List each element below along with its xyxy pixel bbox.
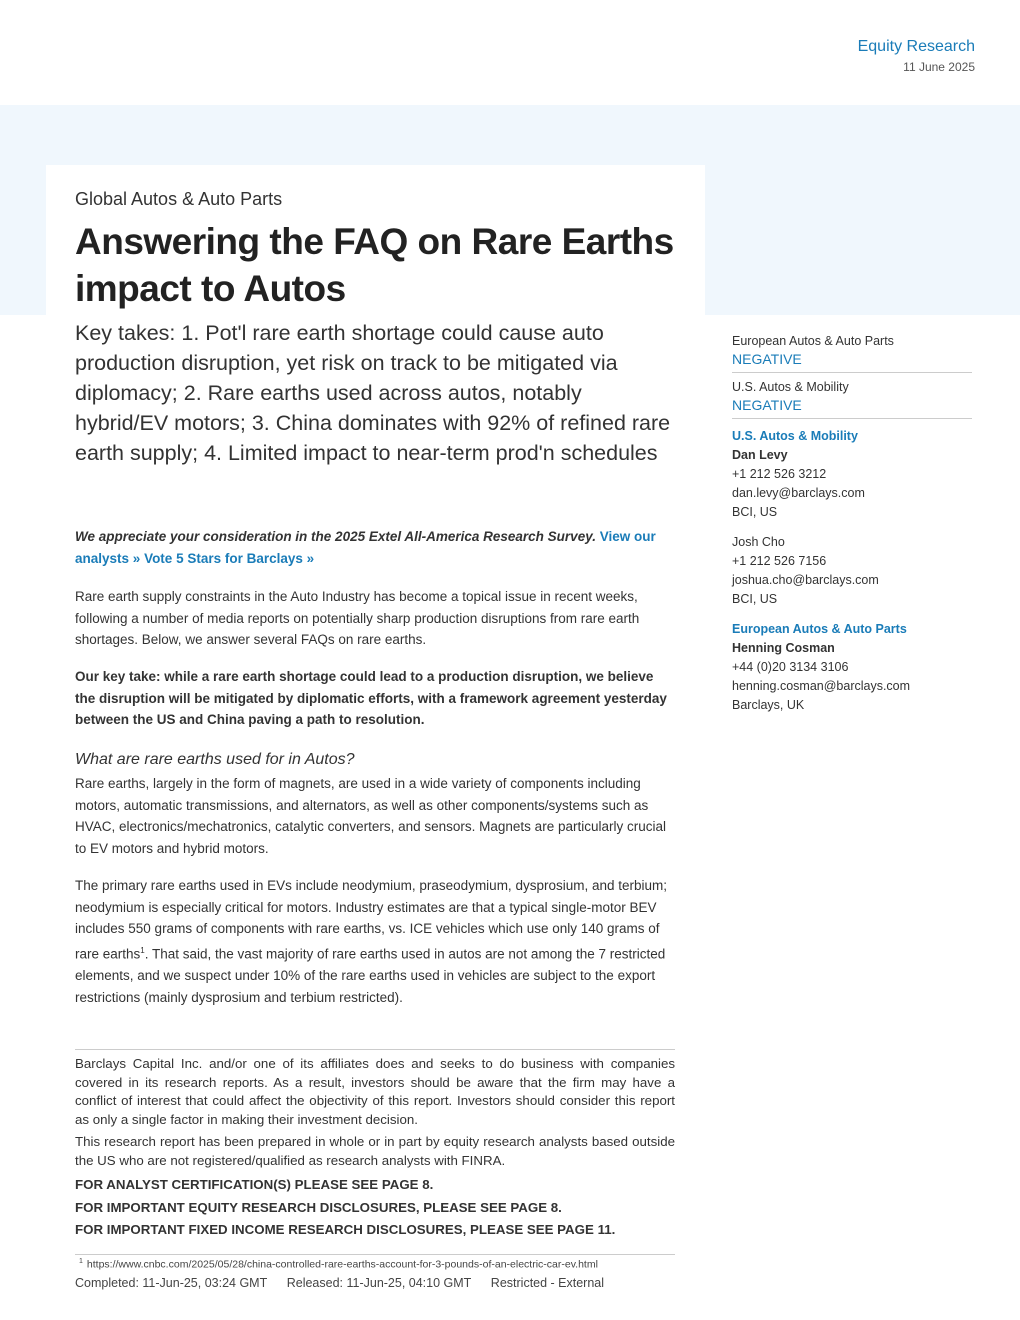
rating-value: NEGATIVE	[732, 351, 802, 367]
rating-block	[732, 379, 972, 419]
team-eu	[732, 620, 972, 715]
rating-block	[732, 333, 972, 373]
team-name: European Autos & Auto Parts	[732, 622, 907, 636]
report-headline: Answering the FAQ on Rare Earths impact to Autos	[75, 221, 674, 309]
footnote-number: 1	[79, 1258, 83, 1265]
disclaimer	[75, 1049, 675, 1242]
body-paragraph-uses: Rare earths, largely in the form of magnets, are used in a wide variety of components including motors, automatic transmissions, and alternators, as well as other components/systems such as HVAC, electronics/mechatronics, catalytic converters, and sensors. Magnets are particularly crucial to EV motors and hybrid motors.	[75, 776, 666, 857]
analyst-entity: Barclays, UK	[732, 698, 805, 712]
report-header	[858, 38, 975, 74]
analyst-card	[732, 446, 972, 522]
disclaimer-equity: FOR IMPORTANT EQUITY RESEARCH DISCLOSURES, PLEASE SEE PAGE 8.	[75, 1199, 562, 1215]
key-takes: Key takes: 1. Pot'l rare earth shortage could cause auto production disruption, yet risk on track to be mitigated via diplomacy; 2. Rare earths used across autos, notably hybrid/EV motors; 3. China dominates with 92% of refined rare earth supply; 4. Limited impact to near-term prod'n schedules	[75, 321, 671, 465]
footnote	[75, 1254, 675, 1271]
faq-heading: What are rare earths used for in Autos?	[75, 751, 355, 768]
analyst-name: Josh Cho	[732, 535, 785, 549]
survey-text: We appreciate your consideration in the 2025 Extel All-America Research Survey.	[75, 529, 596, 544]
report-date: 11 June 2025	[903, 60, 975, 74]
disclaimer-certification: FOR ANALYST CERTIFICATION(S) PLEASE SEE PAGE 8.	[75, 1177, 434, 1192]
vote-link[interactable]: Vote 5 Stars for Barclays »	[144, 550, 315, 566]
status-line	[75, 1276, 620, 1290]
body-paragraph-ev	[75, 875, 675, 1009]
survey-note	[75, 526, 675, 569]
team-us	[732, 427, 972, 609]
team-name: U.S. Autos & Mobility	[732, 429, 858, 443]
rating-sector: European Autos & Auto Parts	[732, 334, 894, 348]
disclaimer-conflict: Barclays Capital Inc. and/or one of its affiliates does and seeks to do business with companies covered in its research reports. As a result, investors should be aware that the firm may have a conflict of interest that could affect the objectivity of this report. Investors should consider this report as only a single factor in making their investment decision.	[75, 1056, 675, 1127]
analyst-phone: +44 (0)20 3134 3106	[732, 660, 849, 674]
analyst-card	[732, 639, 972, 715]
analyst-phone: +1 212 526 7156	[732, 554, 827, 568]
disclaimer-finra: This research report has been prepared in whole or in part by equity research analysts based outside the US who are not registered/qualified as research analysts with FINRA.	[75, 1134, 675, 1168]
analyst-phone: +1 212 526 3212	[732, 467, 827, 481]
analyst-email[interactable]: henning.cosman@barclays.com	[732, 679, 911, 693]
analyst-email[interactable]: dan.levy@barclays.com	[732, 486, 865, 500]
view-analysts-link[interactable]: View our analysts »	[75, 529, 656, 566]
completed-time: Completed: 11-Jun-25, 03:24 GMT	[75, 1276, 268, 1290]
analyst-entity: BCI, US	[732, 592, 778, 606]
released-time: Released: 11-Jun-25, 04:10 GMT	[286, 1276, 472, 1290]
report-subtitle: Global Autos & Auto Parts	[75, 189, 283, 209]
footnote-ref[interactable]: 1	[140, 946, 145, 956]
ev-text-b: . That said, the vast majority of rare earths used in autos are not among the 7 restricted elements, and we suspect under 10% of the rare earths used in vehicles are subject to the export restrictions (mainly dysprosium and terbium restricted).	[75, 946, 666, 1006]
analyst-card	[732, 533, 972, 609]
distribution-status: Restricted - External	[490, 1276, 605, 1290]
report-type: Equity Research	[857, 38, 975, 55]
sidebar	[732, 333, 972, 726]
body-paragraph-intro: Rare earth supply constraints in the Auto Industry has become a topical issue in recent weeks, following a number of media reports on potentially sharp production disruptions from rare earth shortages. Below, we answer several FAQs on rare earths.	[75, 589, 640, 648]
analyst-name: Dan Levy	[732, 448, 788, 462]
body-paragraph-key-take: Our key take: while a rare earth shortage could lead to a production disruption, we believe the disruption will be mitigated by diplomatic efforts, with a framework agreement yesterday between the US and China paving a path to resolution.	[75, 669, 667, 728]
rating-sector: U.S. Autos & Mobility	[732, 380, 849, 394]
footnote-url[interactable]: https://www.cnbc.com/2025/05/28/china-controlled-rare-earths-account-for-3-pounds-of-an-electric-car-ev.html	[86, 1258, 598, 1271]
analyst-email[interactable]: joshua.cho@barclays.com	[732, 573, 879, 587]
ev-text-a: The primary rare earths used in EVs include neodymium, praseodymium, dysprosium, and terbium; neodymium is especially critical for motors. Industry estimates are that a typical single-motor BEV includes 550 grams of components with rare earths, vs. ICE vehicles which use only 140 grams of rare earths	[75, 878, 668, 962]
disclaimer-fixed-income: FOR IMPORTANT FIXED INCOME RESEARCH DISCLOSURES, PLEASE SEE PAGE 11.	[75, 1222, 616, 1237]
rating-value: NEGATIVE	[732, 397, 802, 413]
analyst-name: Henning Cosman	[732, 641, 835, 655]
analyst-entity: BCI, US	[732, 505, 778, 519]
